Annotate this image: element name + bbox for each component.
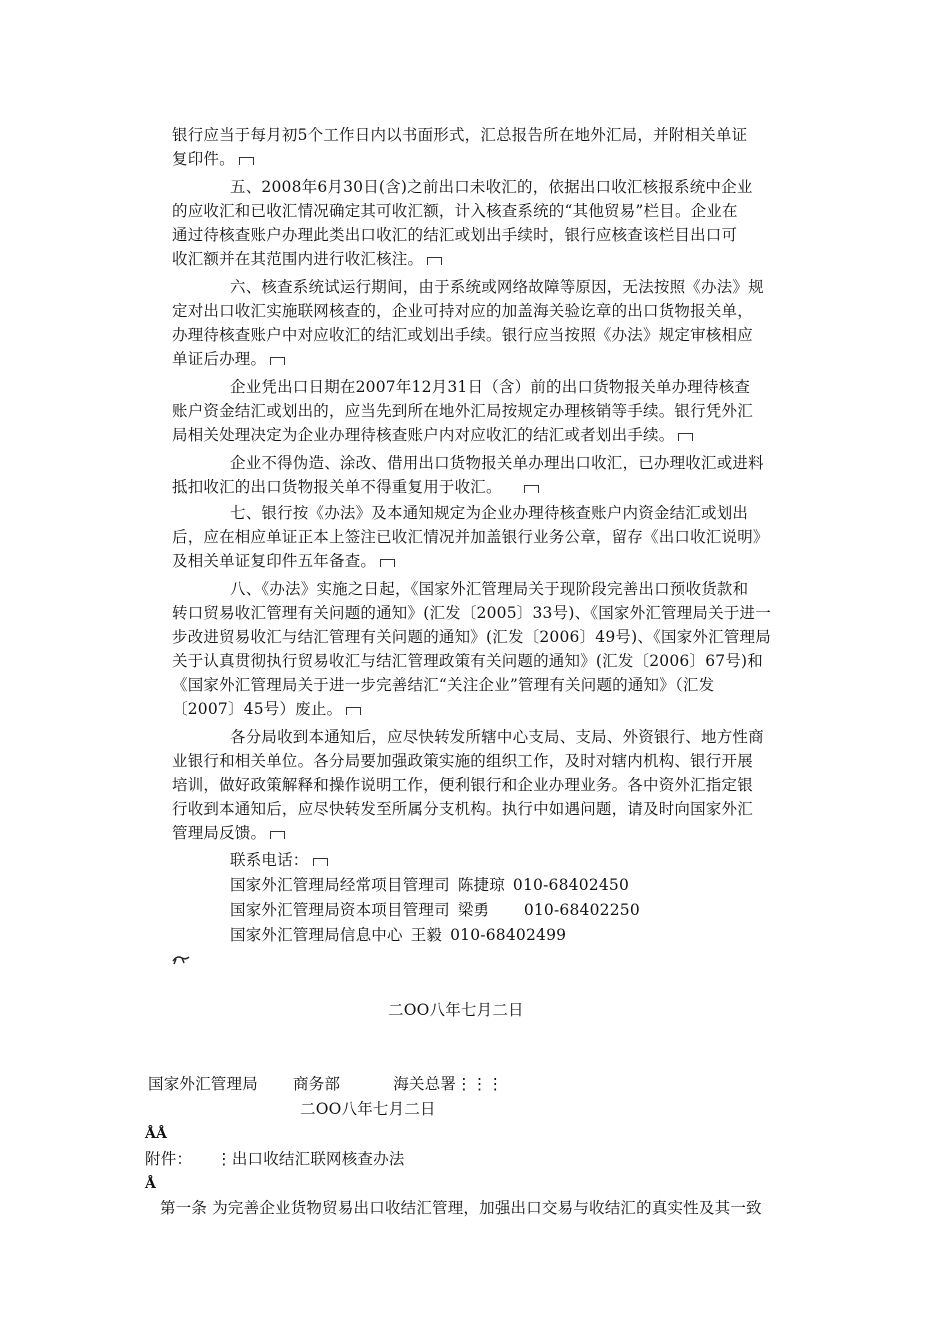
contact-name: 梁勇 bbox=[457, 901, 490, 919]
contact-name: 陈捷琼 bbox=[457, 876, 505, 894]
paragraph-line: 步改进贸易收汇与结汇管理有关问题的通知》(汇发〔2006〕49号)、《国家外汇管理局 bbox=[172, 628, 771, 646]
paragraph-line: 企业凭出口日期在2007年12月31日（含）前的出口货物报关单办理待核查 bbox=[230, 378, 751, 396]
stray-characters: ÅÅ bbox=[145, 1126, 168, 1142]
paragraph-line: 后，应在相应单证正本上签注已收汇情况并加盖银行业务公章，留存《出口收汇说明》 bbox=[172, 528, 769, 546]
signatory-line bbox=[148, 1073, 503, 1095]
paragraph-mark-icon bbox=[270, 357, 285, 365]
paragraph-line: 培训，做好政策解释和操作说明工作，便利银行和企业办理业务。各中资外汇指定银 bbox=[172, 776, 753, 794]
paragraph-line: 管理局反馈。 bbox=[172, 822, 285, 844]
paragraph-mark-icon bbox=[524, 485, 539, 493]
paragraph-line: 抵扣收汇的出口货物报关单不得重复用于收汇。 bbox=[172, 476, 539, 498]
paragraph-line: 各分局收到本通知后，应尽快转发所辖中心支局、支局、外资银行、地方性商 bbox=[230, 728, 764, 746]
paragraph-line: 行收到本通知后，应尽快转发至所属分支机构。执行中如遇问题，请及时向国家外汇 bbox=[172, 800, 753, 818]
attachment-separator: ⋮ bbox=[216, 1150, 232, 1168]
contact-row bbox=[230, 924, 566, 946]
paragraph-mark-icon bbox=[270, 831, 285, 839]
signatory: 国家外汇管理局 bbox=[148, 1075, 258, 1093]
paragraph-mark-icon bbox=[346, 707, 361, 715]
paragraph-mark-icon bbox=[678, 433, 693, 441]
arrow-glyph-icon bbox=[172, 952, 190, 966]
paragraph-line: 及相关单证复印件五年备查。 bbox=[172, 550, 395, 572]
contact-row bbox=[230, 899, 640, 921]
attachment-label: 附件： bbox=[145, 1150, 193, 1168]
stray-characters: Å bbox=[145, 1176, 157, 1192]
paragraph-line: 账户资金结汇或划出的，应当先到所在地外汇局按规定办理核销等手续。银行凭外汇 bbox=[172, 402, 753, 420]
paragraph-line: 六、核查系统试运行期间，由于系统或网络故障等原因，无法按照《办法》规 bbox=[230, 278, 764, 296]
contact-row bbox=[230, 874, 629, 896]
contact-org: 国家外汇管理局经常项目管理司 bbox=[230, 876, 450, 894]
contact-heading: 联系电话： bbox=[230, 849, 328, 871]
paragraph-line: 关于认真贯彻执行贸易收汇与结汇管理政策有关问题的通知》(汇发〔2006〕67号)和 bbox=[172, 652, 763, 670]
paragraph-line: 《国家外汇管理局关于进一步完善结汇“关注企业”管理有关问题的通知》（汇发 bbox=[172, 676, 715, 694]
signatory: 海关总署 bbox=[393, 1075, 457, 1093]
paragraph-line: 转口贸易收汇管理有关问题的通知》(汇发〔2005〕33号)、《国家外汇管理局关于进一 bbox=[172, 604, 771, 622]
paragraph-line: 的应收汇和已收汇情况确定其可收汇额，计入核查系统的“其他贸易”栏目。企业在 bbox=[172, 202, 738, 220]
paragraph-line: 八、《办法》实施之日起，《国家外汇管理局关于现阶段完善出口预收货款和 bbox=[230, 580, 749, 598]
paragraph-line: 收汇额并在其范围内进行收汇核注。 bbox=[172, 248, 442, 270]
contact-phone: 010-68402499 bbox=[450, 926, 567, 944]
contact-name: 王毅 bbox=[410, 926, 443, 944]
contact-phone: 010-68402450 bbox=[512, 876, 630, 894]
paragraph-line: 五、2008年6月30日(含)之前出口未收汇的，依据出口收汇核报系统中企业 bbox=[230, 178, 753, 196]
signatory-trail: ⋮⋮⋮ bbox=[456, 1075, 504, 1093]
paragraph-line: 定对出口收汇实施联网核查的，企业可持对应的加盖海关验讫章的出口货物报关单， bbox=[172, 302, 753, 320]
signature-date: 二OO八年七月二日 bbox=[300, 1100, 436, 1118]
paragraph-line: 企业不得伪造、涂改、借用出口货物报关单办理出口收汇，已办理收汇或进料 bbox=[230, 454, 764, 472]
contact-org: 国家外汇管理局资本项目管理司 bbox=[230, 901, 450, 919]
contact-org: 国家外汇管理局信息中心 bbox=[230, 926, 403, 944]
paragraph-line: 银行应当于每月初5个工作日内以书面形式，汇总报告所在地外汇局，并附相关单证 bbox=[172, 126, 748, 144]
attachment-title: 出口收结汇联网核查办法 bbox=[231, 1150, 405, 1168]
attachment-line bbox=[145, 1148, 405, 1170]
contact-phone: 010-68402250 bbox=[523, 901, 640, 919]
paragraph-line: 业银行和相关单位。各分局要加强政策实施的组织工作，及时对辖内机构、银行开展 bbox=[172, 752, 753, 770]
paragraph-mark-icon bbox=[380, 559, 395, 567]
paragraph-line: 七、银行按《办法》及本通知规定为企业办理待核查账户内资金结汇或划出 bbox=[230, 504, 749, 522]
signatory: 商务部 bbox=[293, 1075, 341, 1093]
paragraph-line: 办理待核查账户中对应收汇的结汇或划出手续。银行应当按照《办法》规定审核相应 bbox=[172, 326, 753, 344]
article-line: 第一条 为完善企业货物贸易出口收结汇管理，加强出口交易与收结汇的真实性及其一致 bbox=[160, 1199, 762, 1217]
paragraph-mark-icon bbox=[239, 157, 254, 165]
paragraph-line: 复印件。 bbox=[172, 148, 254, 170]
document-date: 二OO八年七月二日 bbox=[388, 1001, 524, 1019]
paragraph-mark-icon bbox=[313, 858, 328, 866]
paragraph-line: 通过待核查账户办理此类出口收汇的结汇或划出手续时，银行应核查该栏目出口可 bbox=[172, 226, 738, 244]
paragraph-line: 单证后办理。 bbox=[172, 348, 285, 370]
paragraph-mark-icon bbox=[427, 257, 442, 265]
paragraph-line: 局相关处理决定为企业办理待核查账户内对应收汇的结汇或者划出手续。 bbox=[172, 424, 693, 446]
paragraph-line: 〔2007〕45号）废止。 bbox=[172, 698, 361, 720]
